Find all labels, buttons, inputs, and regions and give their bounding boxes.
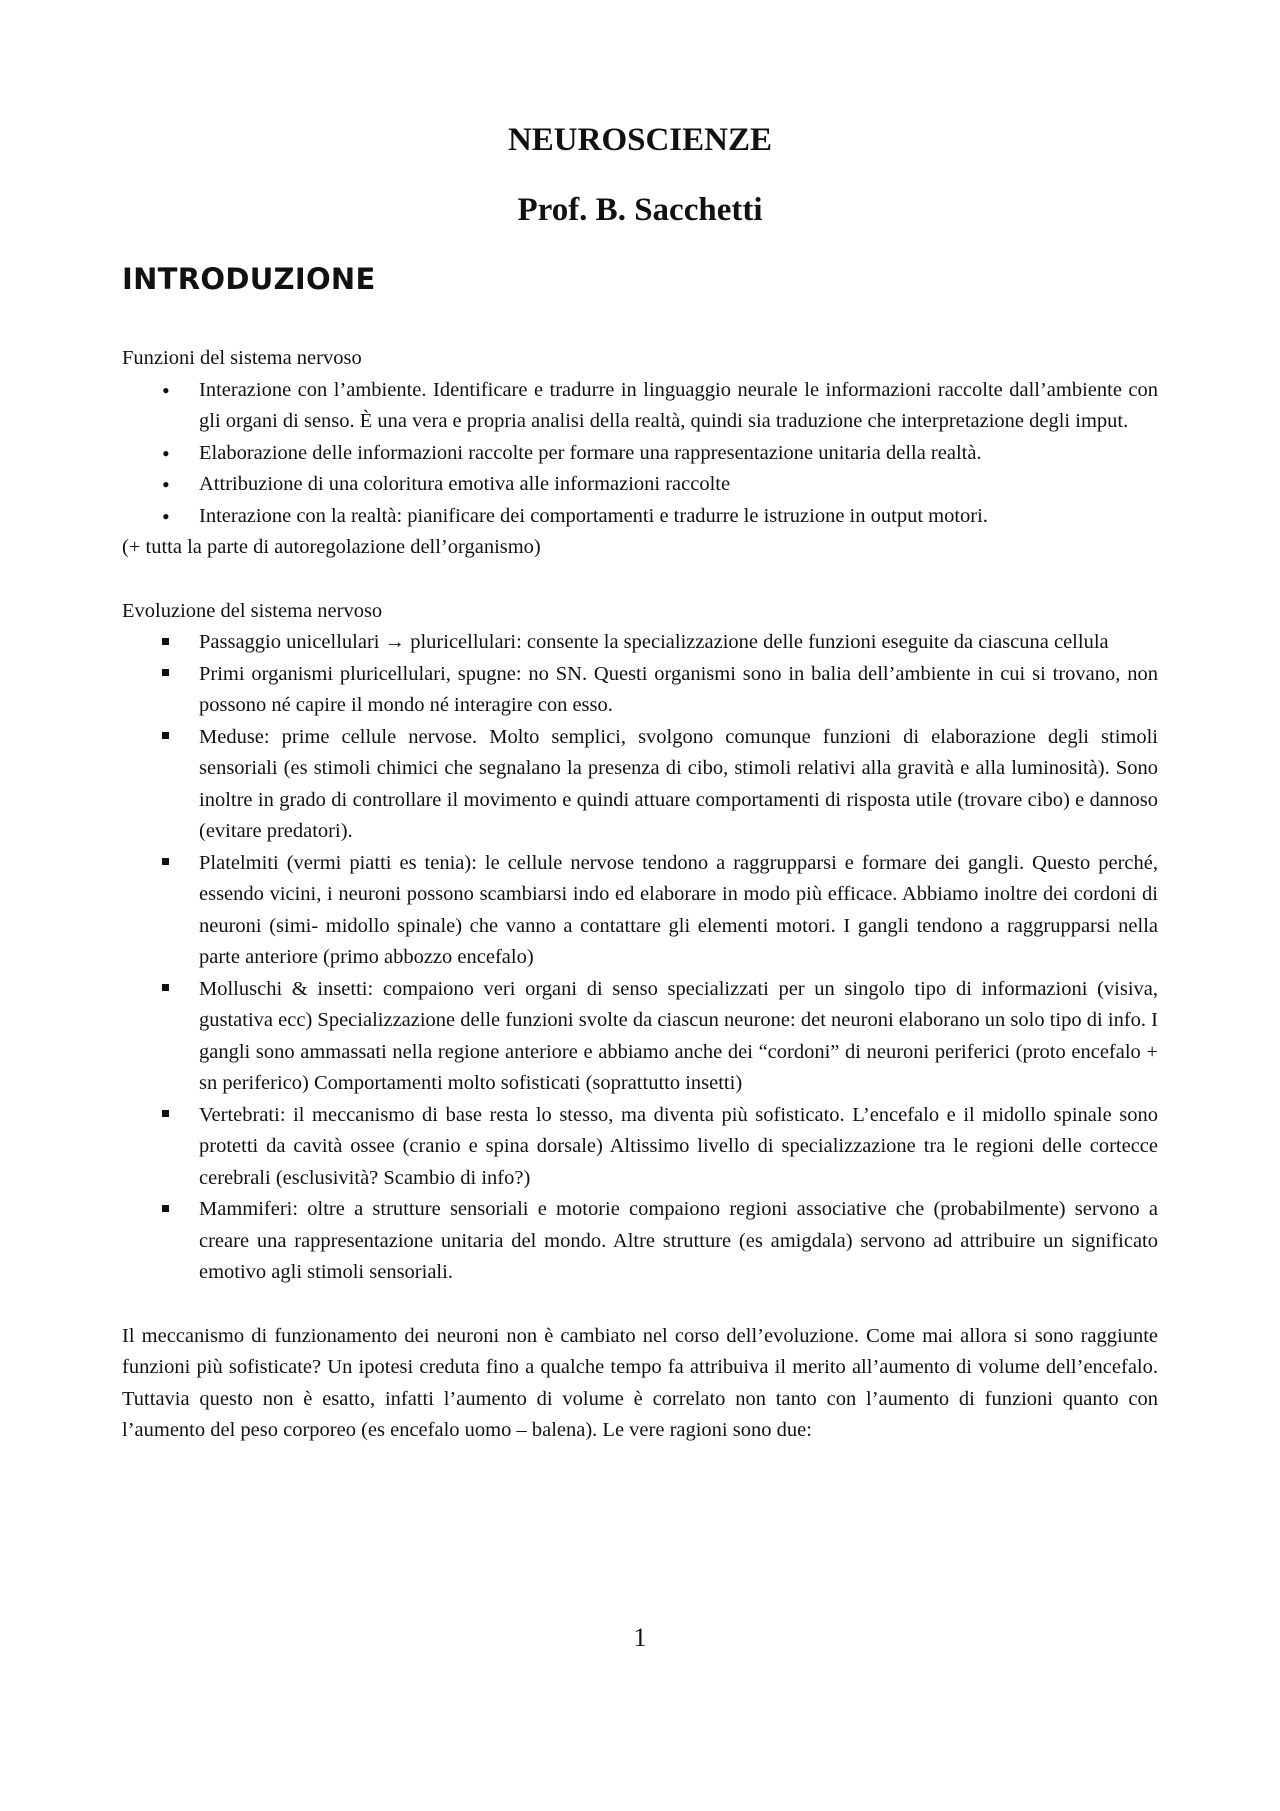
functions-heading: Funzioni del sistema nervoso — [122, 347, 362, 369]
list-item-text: Meduse: prime cellule nervose. Molto semplici, svolgono comunque funzioni di elaborazione degli stimoli sensoriali (es stimoli chimici che segnalano la presenza di cibo, stimoli relativi alla gravità e alla luminosità). Sono inoltre in grado di controllare il movimento e quindi attuare comportamenti di risposta utile (trovare cibo) e dannoso (evitare predatori). — [199, 725, 1158, 842]
square-bullet-icon — [162, 974, 182, 1006]
bullet-icon — [162, 438, 182, 472]
spacer — [122, 1289, 1158, 1321]
list-item — [122, 438, 1158, 470]
bullet-icon — [162, 375, 182, 409]
list-item-text: Platelmiti (vermi piatti es tenia): le cellule nervose tendono a raggrupparsi e formare dei gangli. Questo perché, essendo vicini, i neuroni possono scambiarsi indo ed elaborare in modo più efficace. Abbiamo inoltre dei cordoni di neuroni (simi- midollo spinale) che vanno a contattare gli elementi motori. I gangli tendono a raggrupparsi nella parte anteriore (primo abbozzo encefalo) — [199, 851, 1158, 968]
list-item — [122, 722, 1158, 848]
document-author: Prof. B. Sacchetti — [517, 192, 763, 228]
list-item-text: Vertebrati: il meccanismo di base resta lo stesso, ma diventa più sofisticato. L’encefalo e il midollo spinale sono protetti da cavità ossee (cranio e spina dorsale) Altissimo livello di specializzazione tra le regioni delle cortecce cerebrali (esclusività? Scambio di info?) — [199, 1103, 1158, 1189]
list-item — [122, 974, 1158, 1100]
list-item — [122, 1194, 1158, 1289]
square-bullet-icon — [162, 1100, 182, 1132]
bullet-icon — [162, 469, 182, 503]
list-item-text: Attribuzione di una coloritura emotiva alle informazioni raccolte — [199, 473, 731, 495]
evolution-heading: Evoluzione del sistema nervoso — [122, 599, 383, 622]
list-item — [122, 848, 1158, 974]
section-heading: INTRODUZIONE — [122, 262, 376, 296]
evolution-list — [122, 627, 1158, 1289]
square-bullet-icon — [162, 1194, 182, 1226]
spacer — [122, 564, 1158, 596]
list-item-text: Molluschi & insetti: compaiono veri organi di senso specializzati per un singolo tipo di informazioni (visiva, gustativa ecc) Specializzazione delle funzioni svolte da ciascun neurone: det neuroni elaborano un solo tipo di info. I gangli sono ammassati nella regione anteriore e abbiamo anche dei “cordoni” di neuroni periferici (proto encefalo + sn periferico) Comportamenti molto sofisticati (soprattutto insetti) — [199, 977, 1158, 1094]
list-item-text: Interazione con l’ambiente. Identificare e tradurre in linguaggio neurale le informazioni raccolte dall’ambiente con gli organi di senso. È una vera e propria analisi della realtà, quindi sia traduzione che interpretazione degli imput. — [199, 378, 1158, 432]
list-item-text: Interazione con la realtà: pianificare dei comportamenti e tradurre le istruzione in output motori. — [199, 504, 988, 527]
square-bullet-icon — [162, 722, 182, 754]
document-body — [122, 343, 1158, 1447]
list-item — [122, 375, 1158, 438]
list-item — [122, 1100, 1158, 1195]
list-item — [122, 659, 1158, 722]
list-item-text: Elaborazione delle informazioni raccolte per formare una rappresentazione unitaria della realtà. — [199, 441, 982, 464]
page-number: 1 — [633, 1623, 647, 1652]
square-bullet-icon — [162, 848, 182, 880]
bullet-icon — [162, 501, 182, 535]
functions-list — [122, 375, 1158, 533]
square-bullet-icon — [162, 659, 182, 691]
list-item — [122, 501, 1158, 533]
list-item — [122, 627, 1158, 659]
list-item-text: Mammiferi: oltre a strutture sensoriali e motorie compaiono regioni associative che (probabilmente) servono a creare una rappresentazione unitaria del mondo. Altre strutture (es amigdala) servono ad attribuire un significato emotivo agli stimoli sensoriali. — [199, 1198, 1158, 1283]
document-title: NEUROSCIENZE — [507, 122, 773, 158]
list-item — [122, 469, 1158, 501]
square-bullet-icon — [162, 627, 182, 659]
closing-paragraph: Il meccanismo di funzionamento dei neuroni non è cambiato nel corso dell’evoluzione. Come mai allora si sono raggiunte funzioni più sofisticate? Un ipotesi creduta fino a qualche tempo fa attribuiva il merito all’aumento di volume dell’encefalo. Tuttavia questo non è esatto, infatti l’aumento di volume è correlato non tanto con l’aumento di funzioni quanto con l’aumento del peso corporeo (es encefalo uomo – balena). Le vere ragioni sono due: — [122, 1324, 1158, 1441]
functions-note: (+ tutta la parte di autoregolazione dell’organismo) — [122, 536, 541, 558]
list-item-text: Primi organismi pluricellulari, spugne: no SN. Questi organismi sono in balia dell’ambiente in cui si trovano, non possono né capire il mondo né interagire con esso. — [199, 662, 1158, 716]
list-item-text: Passaggio unicellulari → pluricellulari: consente la specializzazione delle funzioni eseguite da ciascuna cellula — [199, 631, 1109, 653]
